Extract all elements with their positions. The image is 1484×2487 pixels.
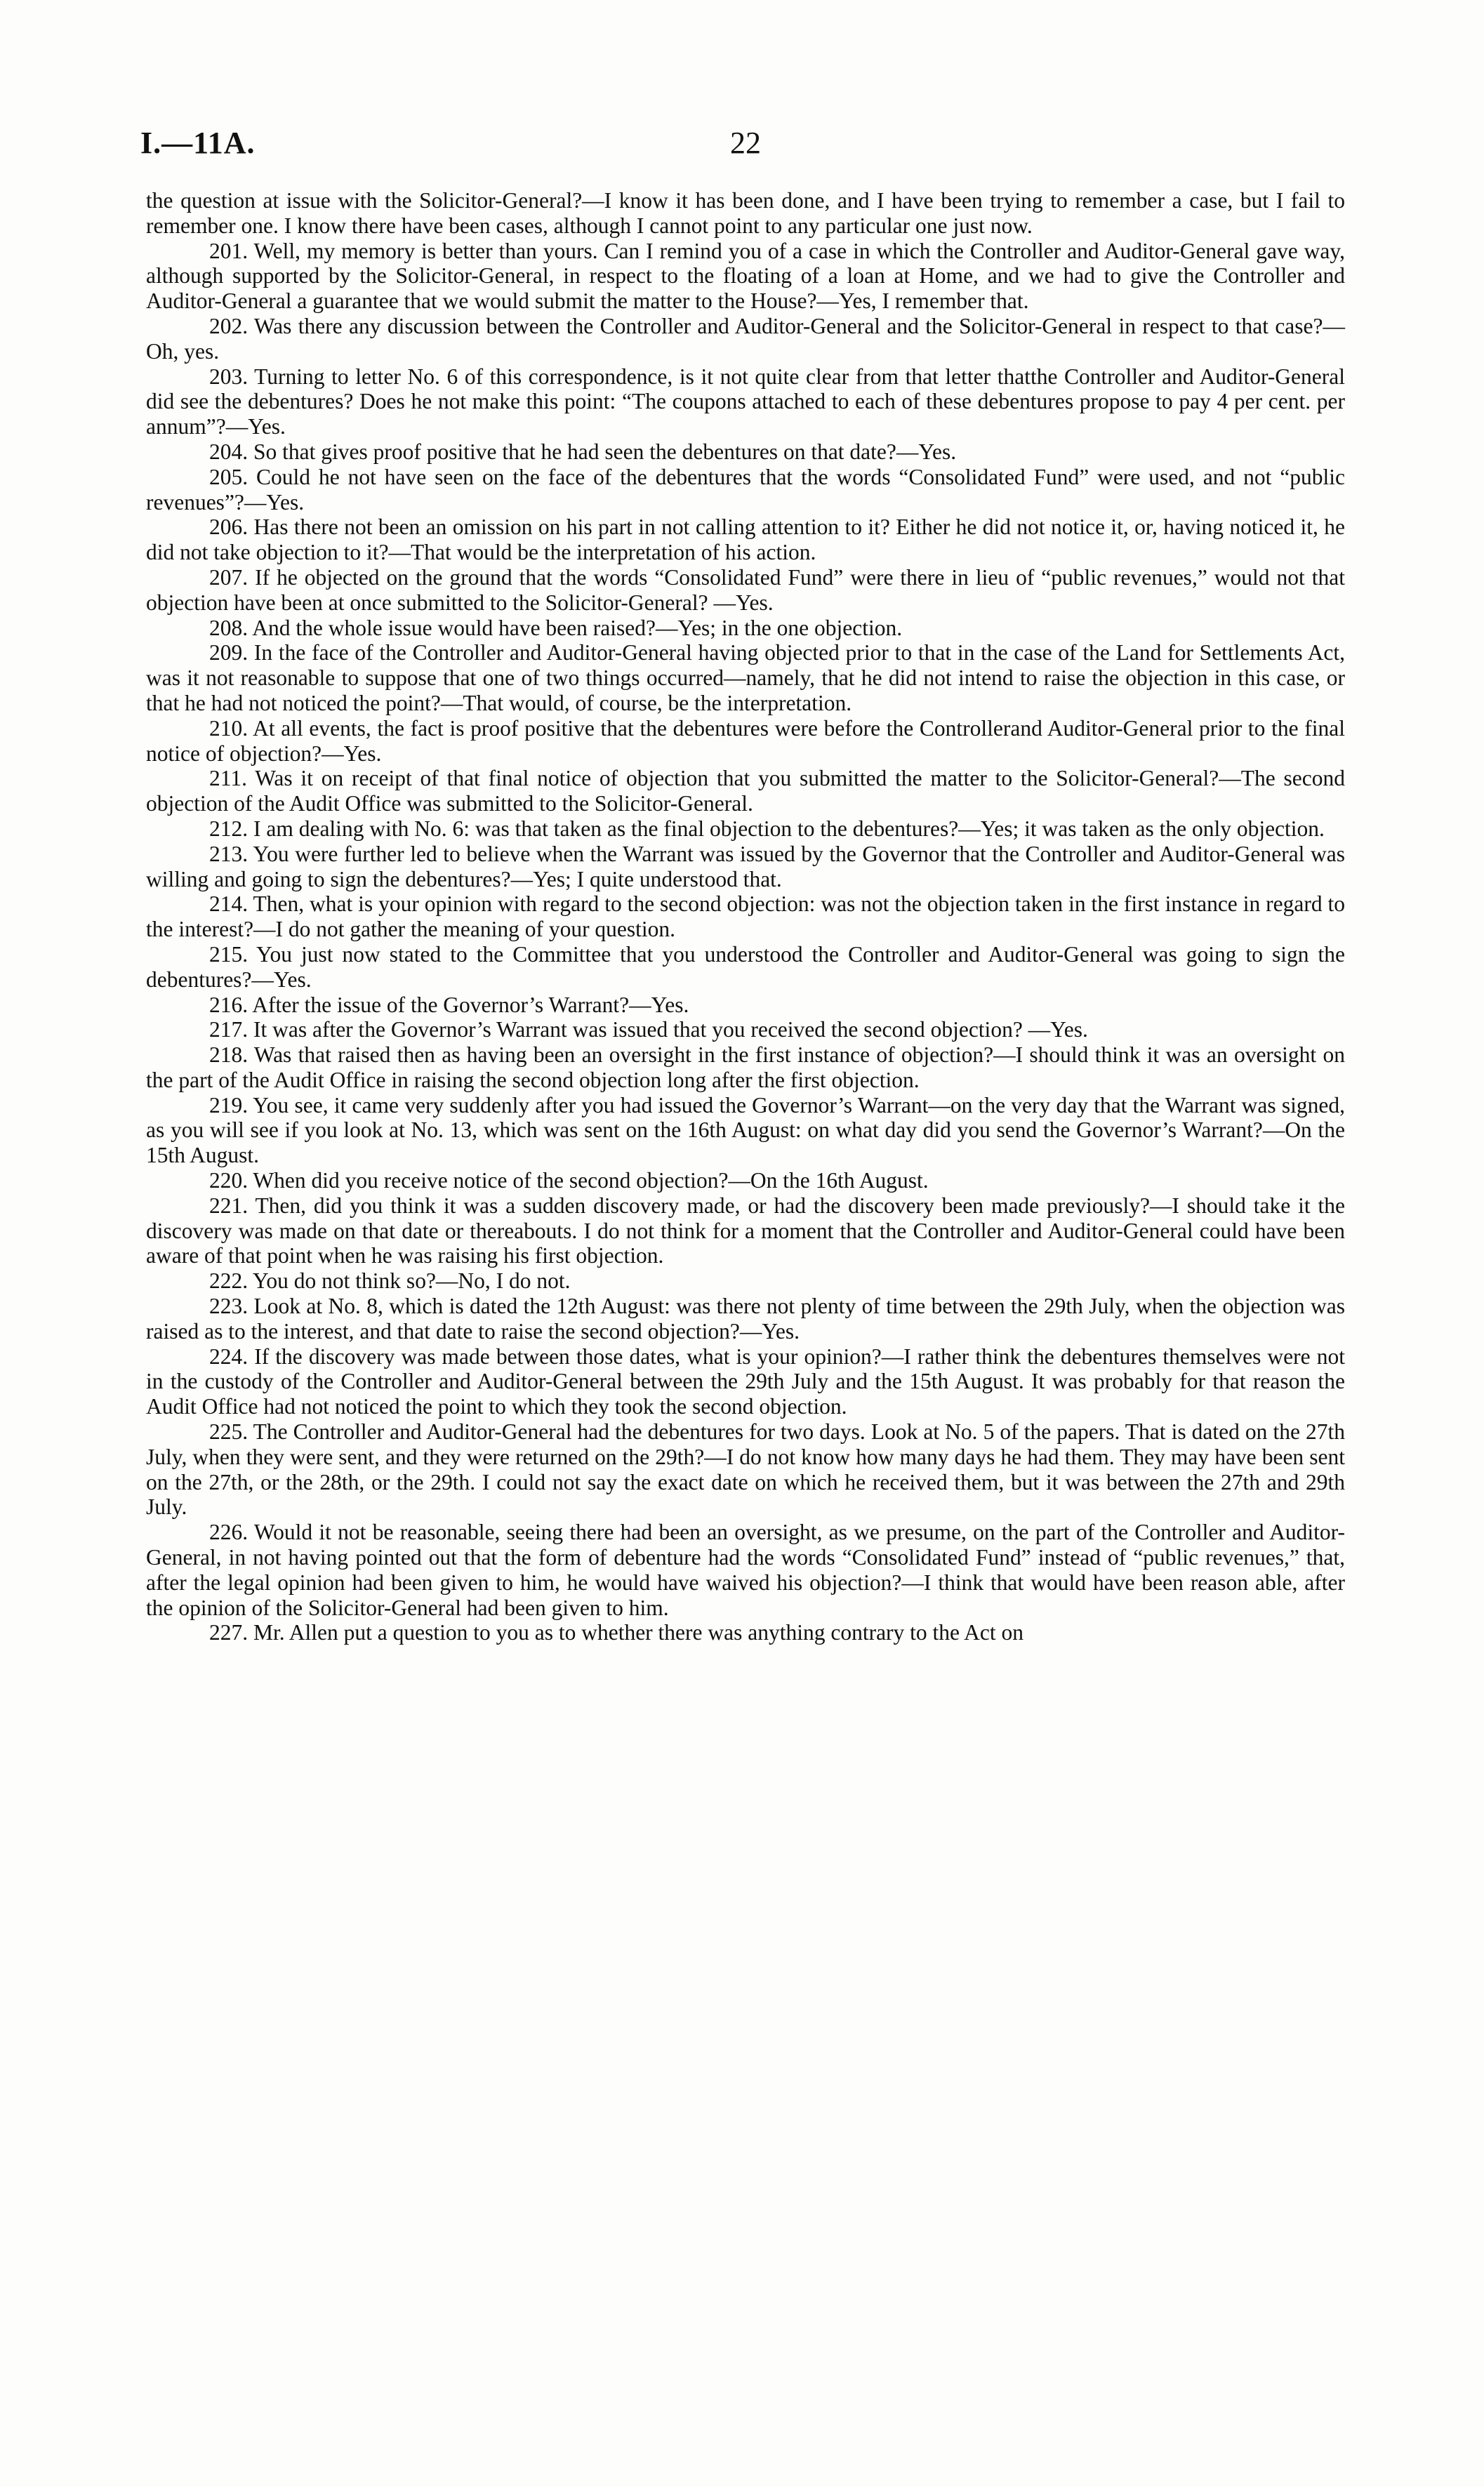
paragraph: 227. Mr. Allen put a question to you as to whether there was anything contrary to the Act on <box>209 1620 1024 1645</box>
paragraph: 213. You were further led to believe when the Warrant was issued by the Governor that the Controller and Auditor-General was willing and going to sign the debentures?—Yes; I quite understood that. <box>146 841 1345 891</box>
paragraph: 205. Could he not have seen on the face of the debentures that the words “Consolidated Fund” were used, and not “public revenues”?—Yes. <box>146 464 1345 515</box>
paragraph: 204. So that gives proof positive that he had seen the debentures on that date?—Yes. <box>209 439 957 464</box>
paragraph: 218. Was that raised then as having been an oversight in the first instance of objection?—I should think it was an oversight on the part of the Audit Office in raising the second objection long after the first objection. <box>146 1042 1345 1092</box>
paragraph: 221. Then, did you think it was a sudden discovery made, or had the discovery been made previously?—I should take it the discovery was made on that date or thereabouts. I do not think for a moment that the Controller and Auditor-General could have been aware of that point when he was raising his first objection. <box>146 1193 1345 1268</box>
paragraph: 202. Was there any discussion between the Controller and Auditor-General and the Solicitor-General in respect to that case?—Oh, yes. <box>146 313 1345 364</box>
paragraph: 210. At all events, the fact is proof positive that the debentures were before the Controllerand Auditor-General prior to the final notice of objection?—Yes. <box>146 715 1345 766</box>
paragraph: 226. Would it not be reasonable, seeing there had been an oversight, as we presume, on the part of the Controller and Auditor-General, in not having pointed out that the form of debenture had the words “Consolidated Fund” instead of “public revenues,” that, after the legal opinion had been given to him, he would have waived his objection?—I think that would have been reason able, after the opinion of the Solicitor-General had been given to him. <box>146 1520 1345 1620</box>
paragraph: 211. Was it on receipt of that final notice of objection that you submitted the matter to the Solicitor-General?—The second objection of the Audit Office was submitted to the Solicitor-General. <box>146 766 1345 816</box>
paragraph: 219. You see, it came very suddenly after you had issued the Governor’s Warrant—on the very day that the Warrant was signed, as you will see if you look at No. 13, which was sent on the 16th August: on what day did you send the Governor’s Warrant?—On the 15th August. <box>146 1092 1345 1168</box>
paragraph: 214. Then, what is your opinion with regard to the second objection: was not the objection taken in the first instance in regard to the interest?—I do not gather the meaning of your question. <box>146 891 1345 942</box>
paragraph: 220. When did you receive notice of the second objection?—On the 16th August. <box>209 1168 929 1193</box>
paragraph: 209. In the face of the Controller and Auditor-General having objected prior to that in the case of the Land for Settlements Act, was it not reasonable to suppose that one of two things occurred—namely, that he did not intend to raise the objection in this case, or that he had not noticed the point?—That would, of course, be the interpretation. <box>146 640 1345 715</box>
paragraph: 212. I am dealing with No. 6: was that taken as the final objection to the debentures?—Yes; it was taken as the only objection. <box>209 816 1325 841</box>
paragraph: 208. And the whole issue would have been raised?—Yes; in the one objection. <box>209 615 903 640</box>
document-reference: I.—11A. <box>140 126 256 160</box>
page-number: 22 <box>730 126 761 160</box>
paragraph: 217. It was after the Governor’s Warrant was issued that you received the second objection? —Yes. <box>209 1017 1088 1042</box>
paragraph: 222. You do not think so?—No, I do not. <box>209 1268 571 1294</box>
page-body <box>146 188 1345 1645</box>
page-header <box>140 118 1362 167</box>
paragraph: 215. You just now stated to the Committee that you understood the Controller and Auditor-General was going to sign the debentures?—Yes. <box>146 941 1345 992</box>
paragraph: 224. If the discovery was made between those dates, what is your opinion?—I rather think the debentures themselves were not in the custody of the Controller and Auditor-General between the 29th July and the 15th August. It was probably for that reason the Audit Office had not noticed the point to which they took the second objection. <box>146 1344 1345 1419</box>
paragraph: 206. Has there not been an omission on his part in not calling attention to it? Either he did not notice it, or, having noticed it, he did not take objection to it?—That would be the interpretation of his action. <box>146 515 1345 565</box>
paragraph: 203. Turning to letter No. 6 of this correspondence, is it not quite clear from that letter thatthe Controller and Auditor-General did see the debentures? Does he not make this point: “The coupons attached to each of these debentures propose to pay 4 per cent. per annum”?—Yes. <box>146 364 1345 439</box>
paragraph: 207. If he objected on the ground that the words “Consolidated Fund” were there in lieu of “public revenues,” would not that objection have been at once submitted to the Solicitor-General? —Yes. <box>146 564 1345 615</box>
paragraph-continued: the question at issue with the Solicitor-General?—I know it has been done, and I have been trying to remember a case, but I fail to remember one. I know there have been cases, although I cannot point to any particular one just now. <box>146 188 1345 238</box>
paragraph: 223. Look at No. 8, which is dated the 12th August: was there not plenty of time between the 29th July, when the objection was raised as to the interest, and that date to raise the second objection?—Yes. <box>146 1294 1345 1344</box>
paragraph: 201. Well, my memory is better than yours. Can I remind you of a case in which the Controller and Auditor-General gave way, although supported by the Solicitor-General, in respect to the floating of a loan at Home, and we had to give the Controller and Auditor-General a guarantee that we would submit the matter to the House?—Yes, I remember that. <box>146 238 1345 314</box>
paragraph: 216. After the issue of the Governor’s Warrant?—Yes. <box>209 992 689 1017</box>
paragraph: 225. The Controller and Auditor-General had the debentures for two days. Look at No. 5 of the papers. That is dated on the 27th July, when they were sent, and they were returned on the 29th?—I do not know how many days he had them. They may have been sent on the 27th, or the 28th, or the 29th. I could not say the exact date on which he received them, but it was between the 27th and 29th July. <box>146 1419 1345 1520</box>
